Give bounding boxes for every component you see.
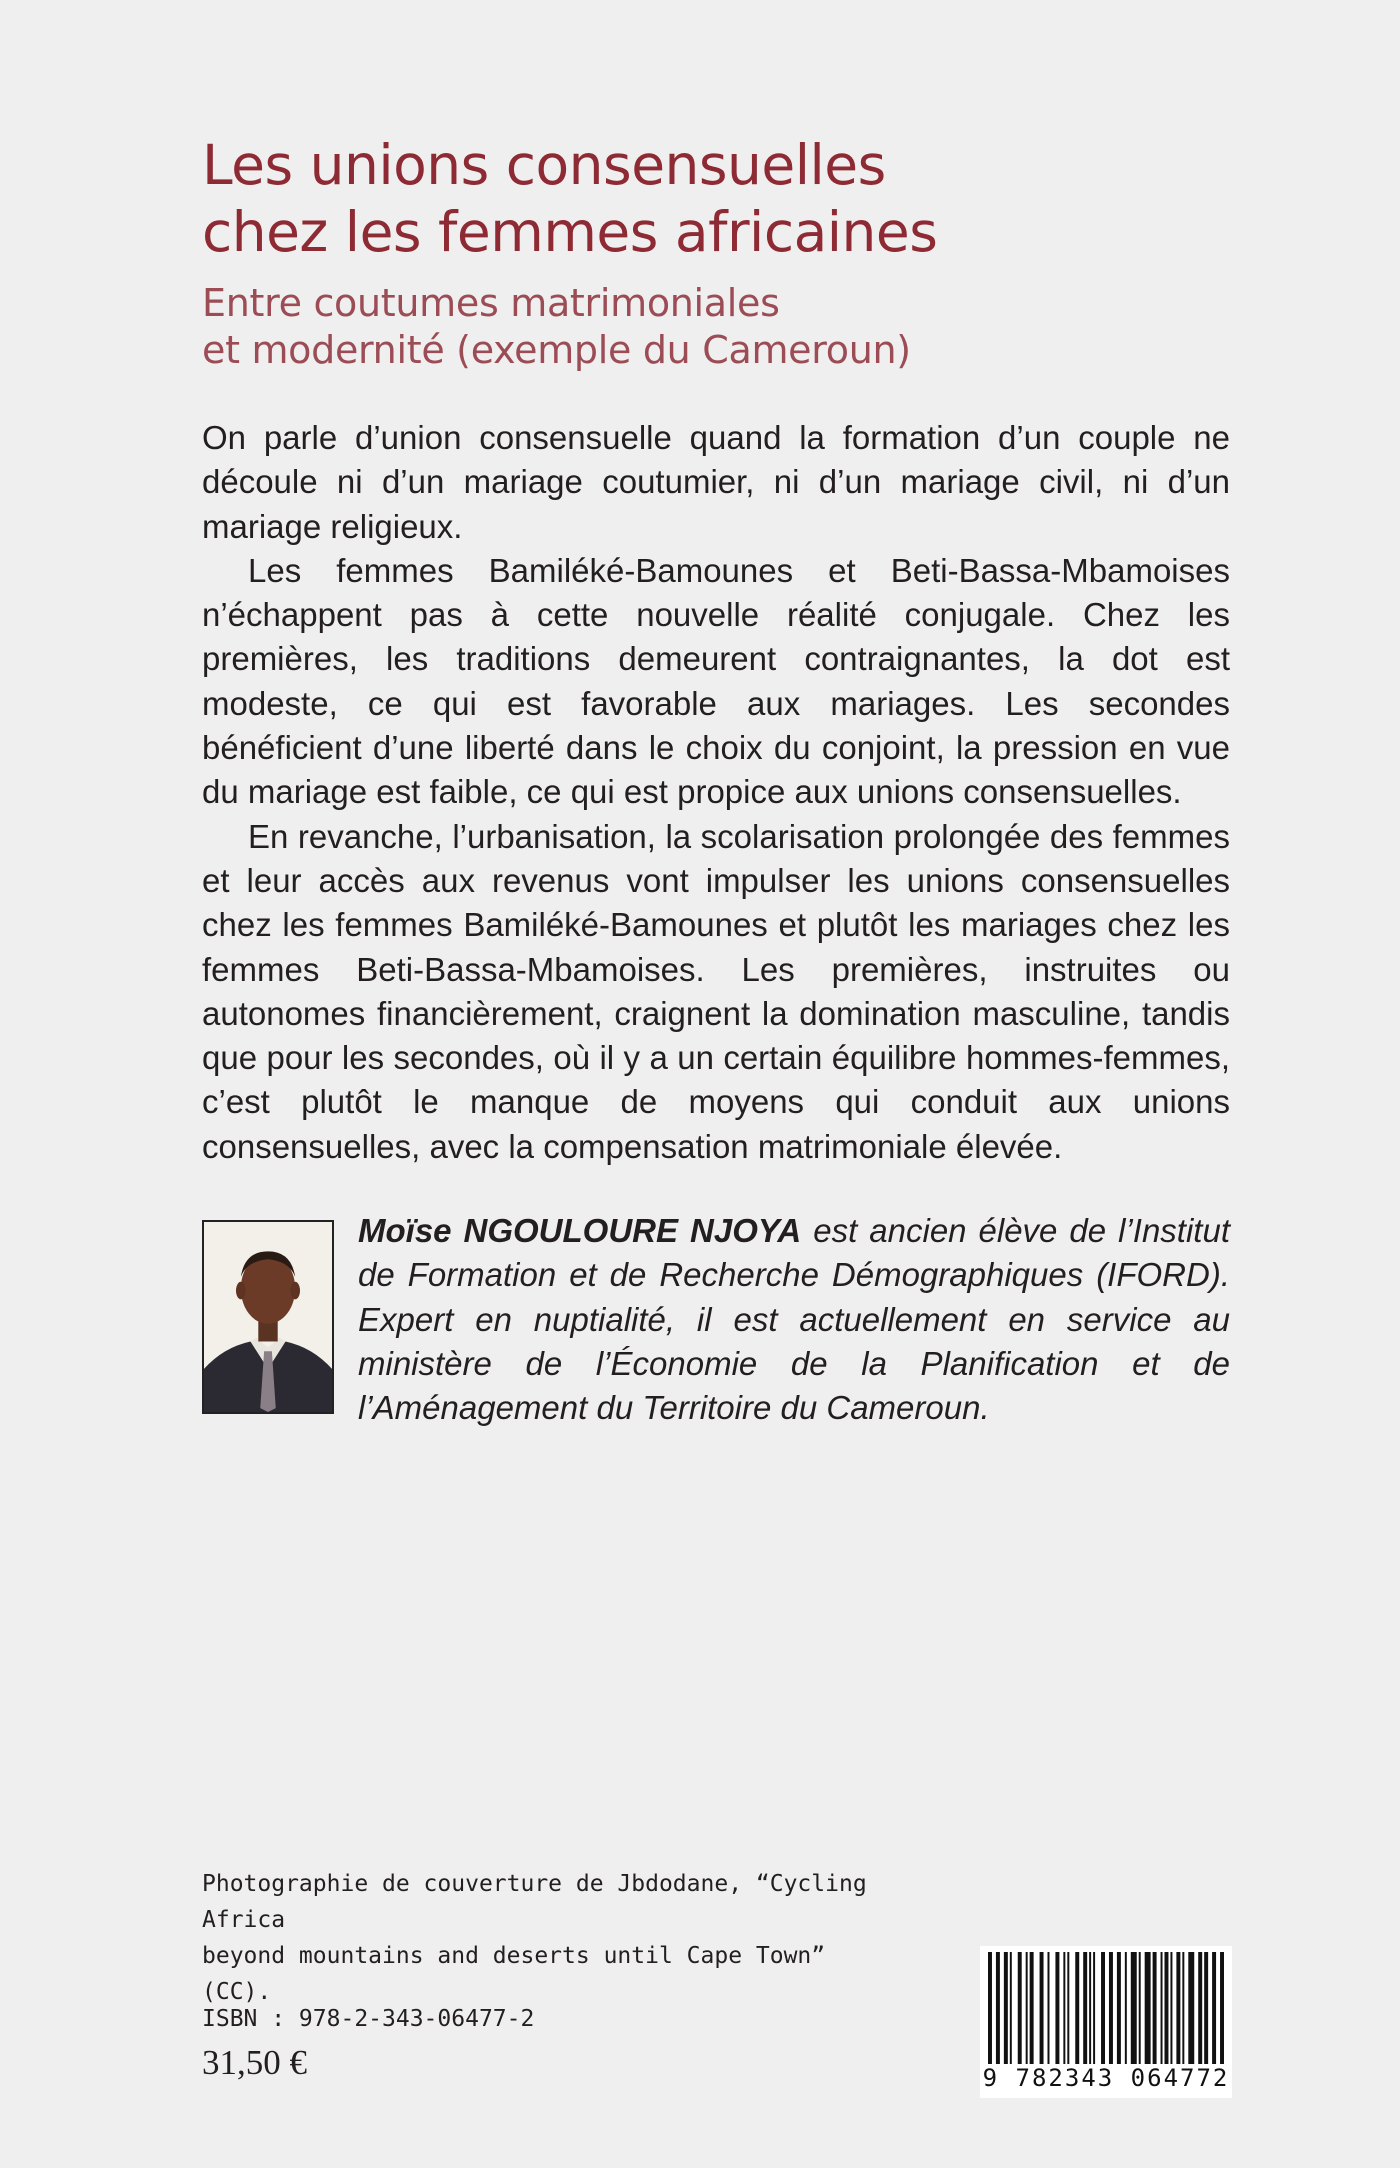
barcode-bar bbox=[1220, 1952, 1224, 2064]
barcode-bar bbox=[996, 1952, 1000, 2064]
barcode-bar bbox=[1030, 1952, 1034, 2064]
barcode-bar bbox=[1063, 1952, 1065, 2064]
barcode-bar bbox=[1165, 1952, 1169, 2064]
barcode-bar bbox=[1170, 1952, 1172, 2064]
barcode-bar bbox=[1188, 1952, 1194, 2064]
barcode-bar bbox=[1212, 1952, 1216, 2064]
barcode-bar bbox=[1018, 1952, 1022, 2064]
barcode-bar bbox=[1109, 1952, 1113, 2064]
barcode bbox=[980, 1946, 1232, 2098]
barcode-bar bbox=[1004, 1952, 1008, 2064]
barcode-bar bbox=[1182, 1952, 1184, 2064]
blurb bbox=[202, 416, 1230, 1169]
credit-line-1: Photographie de couverture de Jbdodane, “Cycling Africa bbox=[202, 1871, 867, 1933]
barcode-bar bbox=[1010, 1952, 1012, 2064]
cover-photo-credit bbox=[202, 1866, 902, 2010]
barcode-bar bbox=[1048, 1952, 1050, 2064]
barcode-bar bbox=[1083, 1952, 1087, 2064]
author-bio bbox=[358, 1209, 1230, 1430]
barcode-bar bbox=[1161, 1952, 1163, 2064]
barcode-bar bbox=[1093, 1952, 1095, 2064]
author-name: Moïse NGOULOURE NJOYA bbox=[358, 1212, 802, 1249]
barcode-bars bbox=[980, 1946, 1232, 2064]
barcode-bar bbox=[1125, 1952, 1127, 2064]
author-bio-text: est ancien élève de l’Institut de Formation et de Recherche Démographiques (IFORD). Expert en nuptialité, il est actuellement en service au ministère de l’Économie de la Planification et de l’Aménagement du Territoire du Cameroun. bbox=[358, 1212, 1230, 1427]
barcode-bar bbox=[1101, 1952, 1105, 2064]
credit-line-2: beyond mountains and deserts until Cape Town” (CC). bbox=[202, 1943, 826, 2005]
blurb-paragraph-3: En revanche, l’urbanisation, la scolarisation prolongée des femmes et leur accès aux revenus vont impulser les unions consensuelles chez les femmes Bamiléké-Bamounes et plutôt les mariages chez les femmes Beti-Bassa-Mbamoises. Les premières, instruites ou autonomes financièrement, craignent la domination masculine, tandis que pour les secondes, où il y a un certain équilibre hommes-femmes, c’est plutôt le manque de moyens qui conduit aux unions consensuelles, avec la compensation matrimoniale élevée. bbox=[202, 817, 1230, 1165]
barcode-bar bbox=[1040, 1952, 1044, 2064]
barcode-bar bbox=[1139, 1952, 1141, 2064]
author-photo bbox=[202, 1220, 334, 1414]
barcode-bar bbox=[1204, 1952, 1208, 2064]
title-line-1: Les unions consensuelles bbox=[202, 133, 886, 197]
title-line-2: chez les femmes africaines bbox=[202, 200, 938, 264]
blurb-paragraph-2: Les femmes Bamiléké-Bamounes et Beti-Bassa-Mbamoises n’échappent pas à cette nouvelle réalité conjugale. Chez les premières, les traditions demeurent contraignantes, la dot est modeste, ce qui est favorable aux mariages. Les secondes bénéficient d’une liberté dans le choix du conjoint, la pression en vue du mariage est faible, ce qui est propice aux unions consensuelles. bbox=[202, 551, 1230, 811]
price: 31,50 € bbox=[202, 2043, 307, 2082]
barcode-bar bbox=[1153, 1952, 1157, 2064]
isbn: ISBN : 978-2-343-06477-2 bbox=[202, 2006, 535, 2032]
barcode-digits: 9 782343 064772 bbox=[980, 2064, 1232, 2092]
subtitle-line-1: Entre coutumes matrimoniales bbox=[202, 281, 780, 325]
barcode-bar bbox=[988, 1952, 992, 2064]
barcode-bar bbox=[1055, 1952, 1059, 2064]
blurb-paragraph-1: On parle d’union consensuelle quand la formation d’un couple ne découle ni d’un mariage coutumier, ni d’un mariage civil, ni d’un mariage religieux. bbox=[202, 419, 1230, 545]
barcode-bar bbox=[1075, 1952, 1079, 2064]
book-title bbox=[202, 132, 1252, 266]
barcode-bar bbox=[1026, 1952, 1028, 2064]
book-subtitle bbox=[202, 280, 1252, 374]
barcode-bar bbox=[1131, 1952, 1137, 2064]
barcode-bar bbox=[1176, 1952, 1180, 2064]
barcode-bar bbox=[1145, 1952, 1151, 2064]
barcode-bar bbox=[1089, 1952, 1091, 2064]
barcode-bar bbox=[1198, 1952, 1202, 2064]
barcode-bar bbox=[1117, 1952, 1121, 2064]
barcode-bar bbox=[1067, 1952, 1069, 2064]
subtitle-line-2: et modernité (exemple du Cameroun) bbox=[202, 328, 911, 372]
